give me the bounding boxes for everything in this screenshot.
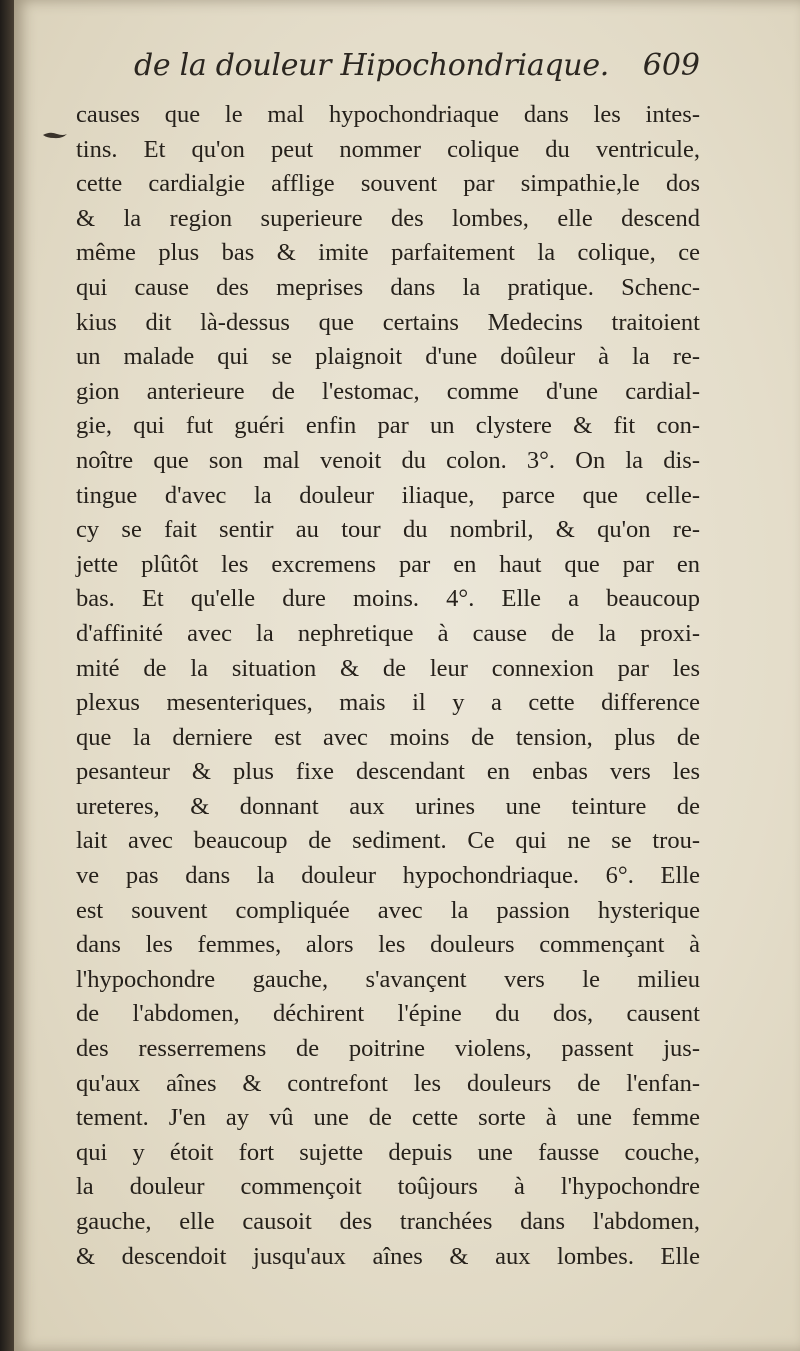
text-line: tins. Et qu'on peut nommer colique du ventricule, <box>76 135 700 163</box>
text-line: tement. J'en ay vû une de cette sorte à une femme <box>76 1104 700 1132</box>
book-gutter <box>0 0 14 1351</box>
text-line: tingue d'avec la douleur iliaque, parce que celle- <box>76 481 700 509</box>
text-line: mité de la situation & de leur connexion par les <box>76 654 700 682</box>
text-line: d'affinité avec la nephretique à cause de la proxi- <box>76 619 700 647</box>
text-line: dans les femmes, alors les douleurs commençant à <box>76 931 700 959</box>
text-line: noître que son mal venoit du colon. 3°. On la dis- <box>76 446 700 474</box>
text-line: des resserremens de poitrine violens, passent jus- <box>76 1035 700 1063</box>
text-line: ureteres, & donnant aux urines une teinture de <box>76 792 700 820</box>
text-line: cy se fait sentir au tour du nombril, & qu'on re- <box>76 516 700 544</box>
text-line: lait avec beaucoup de sediment. Ce qui ne se trou- <box>76 827 700 855</box>
text-line: bas. Et qu'elle dure moins. 4°. Elle a beaucoup <box>76 585 700 613</box>
text-line: & la region superieure des lombes, elle descend <box>76 204 700 232</box>
text-line: causes que le mal hypochondriaque dans les intes- <box>76 101 700 128</box>
text-line: qui y étoit fort sujette depuis une fausse couche, <box>76 1138 700 1166</box>
text-line: qu'aux aînes & contrefont les douleurs de l'enfan- <box>76 1069 700 1097</box>
text-line: que la derniere est avec moins de tension, plus de <box>76 723 700 751</box>
text-line: gion anterieure de l'estomac, comme d'une cardial- <box>76 377 700 405</box>
book-page <box>14 0 800 1351</box>
page-number: 609 <box>642 48 700 83</box>
text-line: la douleur commençoit toûjours à l'hypochondre <box>76 1173 700 1201</box>
text-line: ve pas dans la douleur hypochondriaque. 6°. Elle <box>76 862 700 890</box>
text-line: gie, qui fut guéri enfin par un clystere & fit con- <box>76 412 700 440</box>
text-line: plexus mesenteriques, mais il y a cette difference <box>76 689 700 717</box>
text-line: gauche, elle causoit des tranchées dans l'abdomen, <box>76 1208 700 1235</box>
text-line: même plus bas & imite parfaitement la colique, ce <box>76 239 700 267</box>
text-line: pesanteur & plus fixe descendant en enbas vers les <box>76 758 700 786</box>
body-text <box>76 98 700 1274</box>
text-line: kius dit là-dessus que certains Medecins traitoient <box>76 308 700 336</box>
running-title: de la douleur Hipochondriaque. <box>134 48 610 83</box>
ink-blot-mark <box>42 130 68 140</box>
text-line: jette plûtôt les excremens par en haut que par en <box>76 550 700 578</box>
text-line: l'hypochondre gauche, s'avançent vers le milieu <box>76 965 700 993</box>
text-line: cette cardialgie afflige souvent par simpathie,le dos <box>76 170 700 198</box>
running-head <box>134 48 700 98</box>
text-line: un malade qui se plaignoit d'une doûleur à la re- <box>76 343 700 371</box>
text-line: & descendoit jusqu'aux aînes & aux lombes. Elle <box>76 1242 700 1270</box>
text-line: est souvent compliquée avec la passion hysterique <box>76 896 700 924</box>
text-line: qui cause des meprises dans la pratique. Schenc- <box>76 273 700 301</box>
text-line: de l'abdomen, déchirent l'épine du dos, causent <box>76 1000 700 1028</box>
